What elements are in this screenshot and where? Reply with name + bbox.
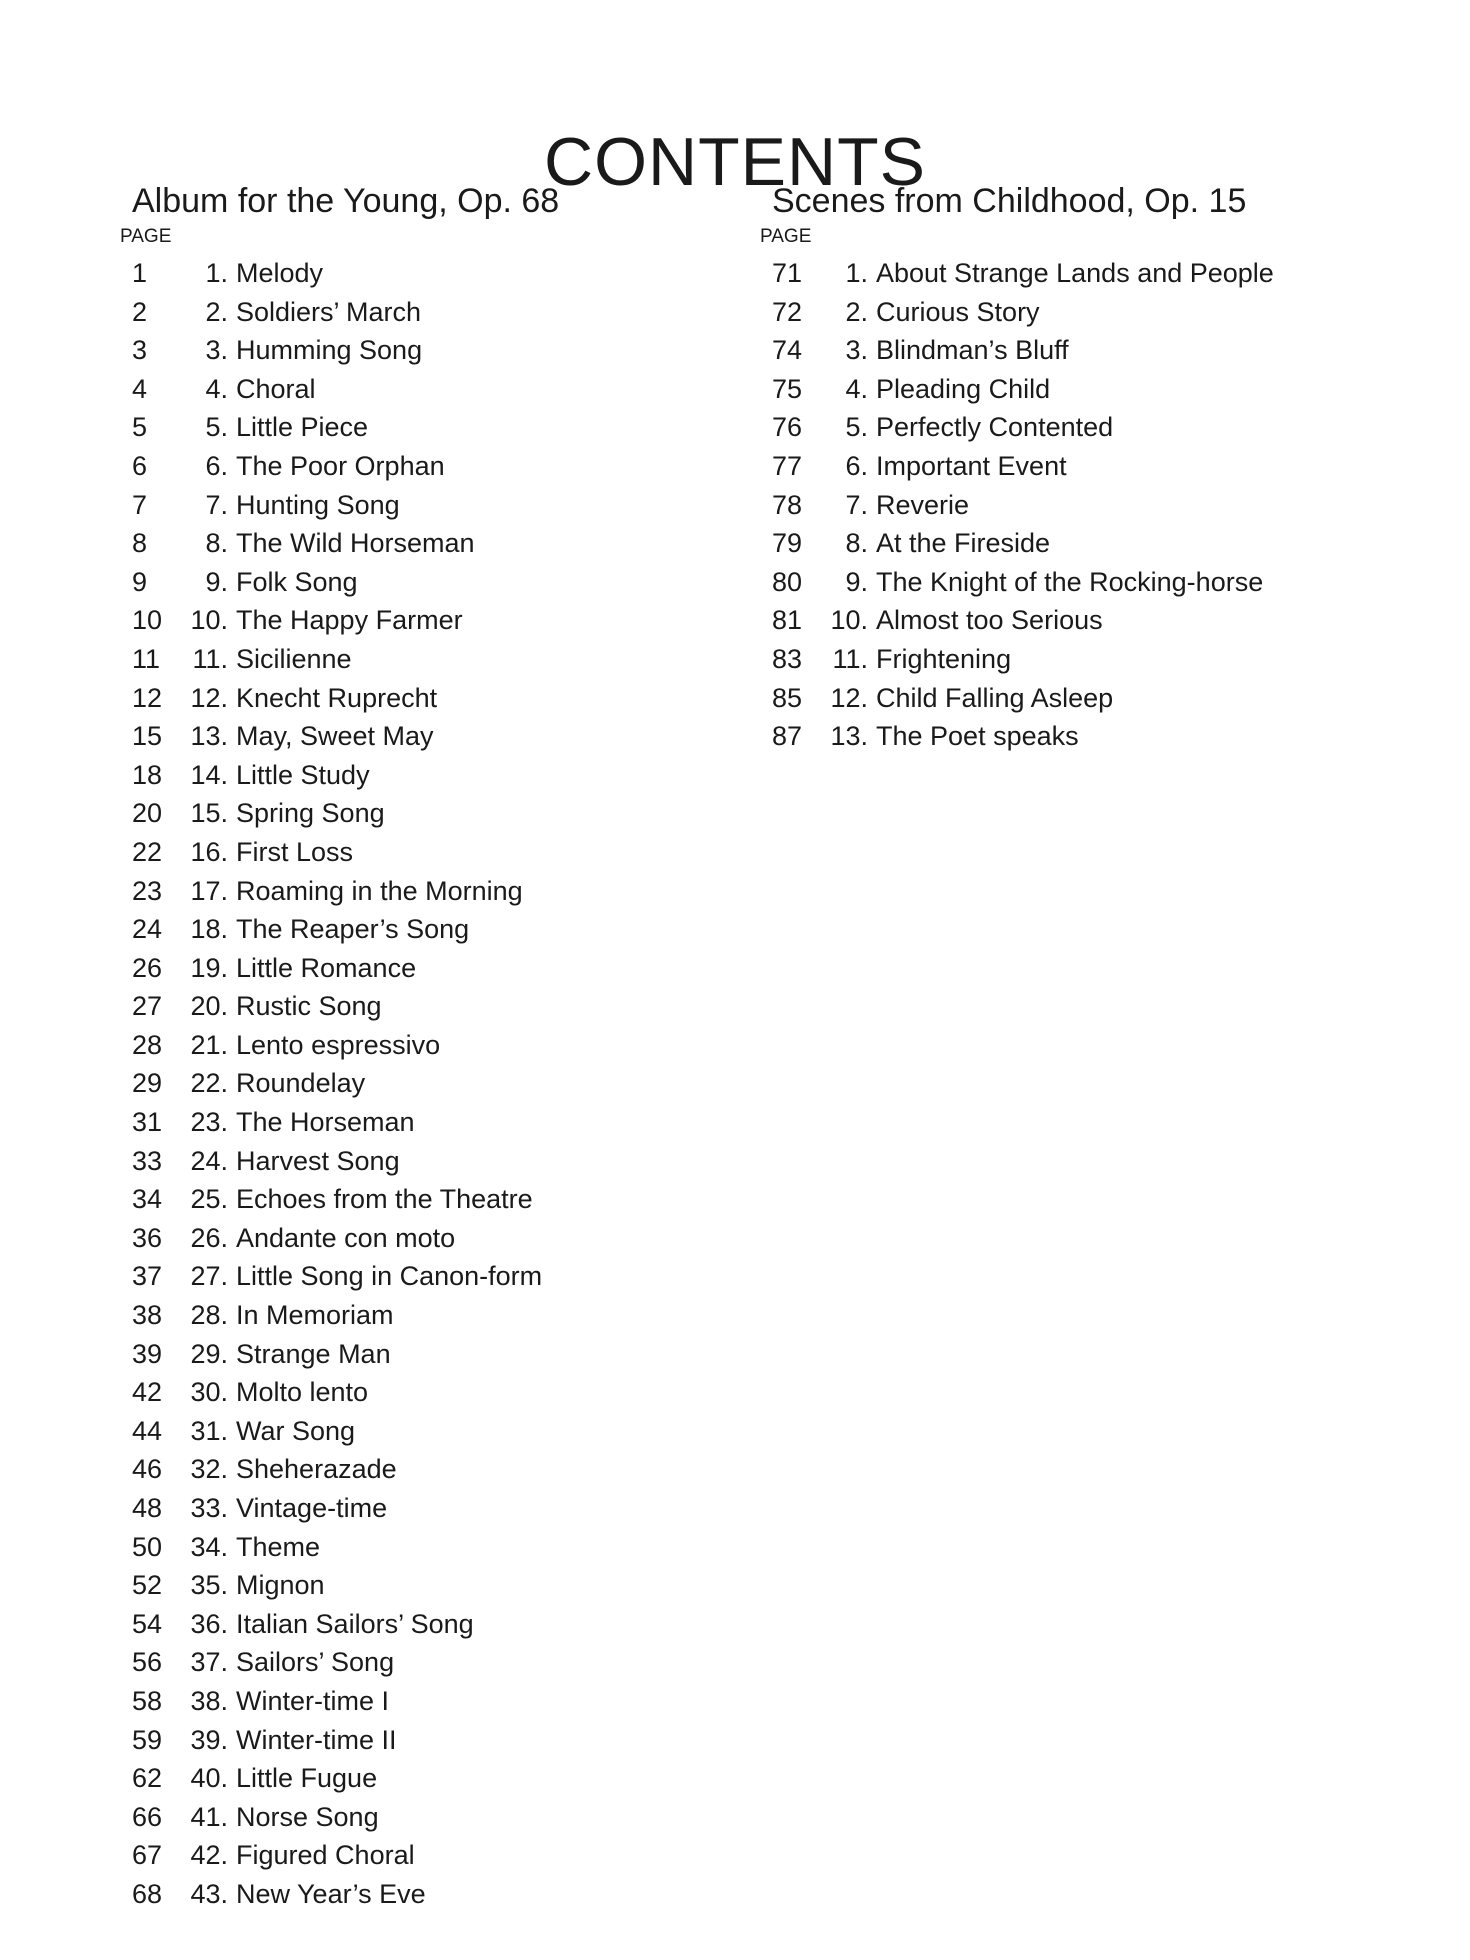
toc-entry [760, 563, 1274, 602]
toc-item-title: Vintage-time [236, 1493, 388, 1523]
toc-item-number: 26. [190, 1222, 228, 1253]
toc-item-title: Little Romance [236, 952, 417, 983]
toc-entry [760, 331, 1274, 370]
toc-page-number: 12 [132, 682, 163, 713]
toc-item-title: The Happy Farmer [236, 605, 463, 636]
toc-entry [120, 640, 559, 679]
toc-item-number: 4. [845, 373, 868, 404]
toc-page-number: 10 [132, 605, 163, 636]
toc-item-title: The Horseman [236, 1107, 415, 1138]
toc-entry [120, 1682, 559, 1721]
toc-entry [120, 910, 559, 949]
toc-item-title: Soldiers’ March [236, 296, 422, 327]
toc-page-number: 62 [132, 1763, 163, 1794]
toc-entry [760, 601, 1274, 640]
toc-page-number: 50 [132, 1531, 163, 1562]
toc-item-number: 9. [205, 566, 228, 597]
toc-entry [760, 717, 1274, 756]
toc-item-title: Little Song in Canon-form [236, 1261, 543, 1292]
toc-item-title: Molto lento [236, 1377, 369, 1408]
toc-entry [120, 679, 559, 718]
toc-item-title: Mignon [236, 1570, 325, 1601]
toc-entry [120, 254, 559, 293]
toc-item-title: Melody [236, 258, 324, 288]
toc-item-number: 3. [205, 335, 228, 366]
toc-item-number: 7. [205, 489, 228, 520]
toc-entry [120, 756, 559, 795]
toc-item-title: Italian Sailors’ Song [236, 1608, 474, 1639]
toc-entry [120, 1450, 559, 1489]
toc-entry [120, 370, 559, 409]
section-heading: Album for the Young, Op. 68 [132, 182, 560, 220]
toc-page-number: 78 [772, 489, 803, 520]
toc-item-number: 23. [190, 1107, 228, 1138]
toc-entry [120, 601, 559, 640]
toc-item-number: 3. [845, 335, 868, 366]
toc-entry [120, 1489, 559, 1528]
toc-entry [760, 640, 1274, 679]
toc-entry [760, 408, 1274, 447]
toc-item-title: Harvest Song [236, 1145, 400, 1176]
toc-item-title: Roundelay [236, 1068, 366, 1099]
toc-item-number: 8. [205, 528, 228, 559]
toc-page-number: 76 [772, 412, 803, 443]
toc-entry [120, 1721, 559, 1760]
toc-item-title: Figured Choral [236, 1840, 415, 1871]
toc-item-title: In Memoriam [236, 1300, 394, 1331]
toc-entry [760, 679, 1274, 718]
toc-entry [760, 524, 1274, 563]
toc-entry [120, 1875, 559, 1914]
toc-item-title: Norse Song [236, 1801, 379, 1832]
toc-item-title: Little Fugue [236, 1763, 378, 1794]
toc-page-number: 15 [132, 721, 163, 752]
toc-entry [120, 1257, 559, 1296]
toc-item-title: New Year’s Eve [236, 1878, 426, 1909]
toc-page-number: 85 [772, 682, 803, 713]
toc-item-number: 35. [190, 1570, 228, 1601]
toc-item-number: 13. [190, 721, 228, 752]
toc-page-number: 2 [132, 296, 148, 327]
toc-item-number: 25. [190, 1184, 228, 1215]
toc-item-number: 13. [830, 721, 868, 752]
toc-item-title: Sailors’ Song [236, 1647, 395, 1678]
toc-item-title: Echoes from the Theatre [236, 1184, 533, 1215]
toc-item-title: Curious Story [876, 296, 1040, 327]
toc-page-number: 39 [132, 1338, 163, 1369]
toc-page-number: 26 [132, 952, 163, 983]
toc-item-number: 1. [845, 258, 868, 288]
toc-page-number: 48 [132, 1493, 163, 1523]
toc-entry [120, 331, 559, 370]
toc-item-number: 33. [190, 1493, 228, 1523]
toc-entry [120, 872, 559, 911]
toc-item-number: 20. [190, 991, 228, 1022]
toc-page-number: 46 [132, 1454, 163, 1485]
toc-item-number: 2. [845, 296, 868, 327]
toc-entry [120, 447, 559, 486]
toc-page-number: 31 [132, 1107, 163, 1138]
toc-page-number: 29 [132, 1068, 163, 1099]
toc-item-title: Sheherazade [236, 1454, 397, 1485]
toc-item-number: 5. [845, 412, 868, 443]
toc-item-title: Important Event [876, 450, 1067, 481]
toc-item-number: 38. [190, 1685, 228, 1716]
toc-entry [120, 1103, 559, 1142]
toc-item-title: Winter-time II [236, 1724, 397, 1755]
toc-page-number: 71 [772, 258, 803, 288]
toc-item-title: Roaming in the Morning [236, 875, 523, 906]
toc-page-number: 44 [132, 1415, 163, 1446]
toc-item-number: 19. [190, 952, 228, 983]
toc-item-number: 29. [190, 1338, 228, 1369]
toc-item-number: 42. [190, 1840, 228, 1871]
toc-entry [120, 1180, 559, 1219]
toc-list [120, 254, 559, 1914]
toc-item-title: Choral [236, 373, 316, 404]
toc-page-number: 74 [772, 335, 803, 366]
toc-page-number: 33 [132, 1145, 163, 1176]
toc-list [760, 254, 1274, 756]
toc-entry [120, 987, 559, 1026]
toc-item-title: May, Sweet May [236, 721, 434, 752]
toc-item-title: Child Falling Asleep [876, 682, 1114, 713]
toc-item-title: Winter-time I [236, 1685, 390, 1716]
toc-item-title: The Wild Horseman [236, 528, 475, 559]
toc-page-number: 72 [772, 296, 803, 327]
toc-page-number: 56 [132, 1647, 163, 1678]
toc-item-title: Perfectly Contented [876, 412, 1114, 443]
toc-item-number: 24. [190, 1145, 228, 1176]
toc-item-title: Andante con moto [236, 1222, 456, 1253]
toc-page-number: 11 [132, 643, 161, 674]
toc-entry [120, 563, 559, 602]
toc-entry [120, 1759, 559, 1798]
toc-item-number: 9. [845, 566, 868, 597]
toc-item-number: 34. [190, 1531, 228, 1562]
toc-page-number: 75 [772, 373, 803, 404]
toc-item-title: War Song [236, 1415, 356, 1446]
toc-item-number: 39. [190, 1724, 228, 1755]
toc-item-title: Hunting Song [236, 489, 400, 520]
toc-item-title: Lento espressivo [236, 1029, 441, 1060]
section-heading: Scenes from Childhood, Op. 15 [772, 182, 1247, 220]
toc-page-number: 8 [132, 528, 148, 559]
toc-entry [120, 1798, 559, 1837]
toc-item-number: 11. [832, 643, 868, 674]
toc-item-number: 12. [190, 682, 228, 713]
toc-page-number: 66 [132, 1801, 163, 1832]
toc-page-number: 79 [772, 528, 803, 559]
toc-entry [120, 833, 559, 872]
toc-item-number: 43. [190, 1878, 228, 1909]
toc-item-number: 6. [845, 450, 868, 481]
toc-entry [760, 293, 1274, 332]
toc-item-number: 36. [190, 1608, 228, 1639]
toc-entry [760, 370, 1274, 409]
toc-item-number: 15. [190, 798, 228, 829]
toc-item-number: 30. [190, 1377, 228, 1408]
toc-entry [120, 408, 559, 447]
toc-page-number: 9 [132, 566, 148, 597]
toc-entry [120, 1296, 559, 1335]
toc-page-number: 28 [132, 1029, 163, 1060]
toc-item-title: Folk Song [236, 566, 358, 597]
toc-page-number: 5 [132, 412, 148, 443]
toc-item-title: Knecht Ruprecht [236, 682, 438, 713]
toc-entry [120, 794, 559, 833]
page-title: CONTENTS [544, 123, 926, 200]
toc-page-number: 80 [772, 566, 803, 597]
toc-item-number: 21. [190, 1029, 228, 1060]
toc-entry [120, 293, 559, 332]
toc-item-title: The Knight of the Rocking-horse [876, 566, 1264, 597]
toc-item-number: 10. [190, 605, 228, 636]
toc-entry [760, 447, 1274, 486]
toc-entry [120, 1142, 559, 1181]
toc-entry [120, 1836, 559, 1875]
toc-item-title: Little Study [236, 759, 370, 790]
toc-item-title: First Loss [236, 836, 354, 867]
toc-item-title: Frightening [876, 643, 1012, 674]
toc-section-scenes-from-childhood [760, 180, 1274, 756]
toc-section-album-for-the-young [120, 180, 559, 1914]
toc-page-number: 58 [132, 1685, 163, 1716]
toc-item-title: Almost too Serious [876, 605, 1103, 636]
toc-page-number: 52 [132, 1570, 163, 1601]
toc-item-title: Pleading Child [876, 373, 1051, 404]
toc-item-title: The Poor Orphan [236, 450, 445, 481]
toc-page-number: 20 [132, 798, 163, 829]
toc-entry [120, 486, 559, 525]
toc-item-number: 40. [190, 1763, 228, 1794]
toc-item-number: 1. [205, 258, 228, 288]
toc-page-number: 1 [132, 258, 148, 288]
toc-entry [120, 524, 559, 563]
toc-item-number: 7. [845, 489, 868, 520]
toc-entry [120, 1566, 559, 1605]
toc-item-number: 31. [190, 1415, 228, 1446]
toc-entry [760, 486, 1274, 525]
toc-item-title: Reverie [876, 489, 970, 520]
toc-item-title: Strange Man [236, 1338, 391, 1369]
toc-page-number: 37 [132, 1261, 163, 1292]
toc-item-number: 4. [205, 373, 228, 404]
toc-entry [120, 949, 559, 988]
toc-entry [120, 1528, 559, 1567]
toc-item-title: Little Piece [236, 412, 369, 443]
toc-entry [120, 1064, 559, 1103]
toc-entry [120, 1412, 559, 1451]
toc-item-title: Blindman’s Bluff [876, 335, 1069, 366]
toc-page-number: 27 [132, 991, 163, 1022]
page-column-label: PAGE [120, 226, 172, 247]
toc-page-number: 34 [132, 1184, 163, 1215]
toc-entry [120, 717, 559, 756]
toc-item-number: 8. [845, 528, 868, 559]
toc-page-number: 7 [132, 489, 148, 520]
toc-item-number: 41. [190, 1801, 228, 1832]
toc-item-number: 18. [190, 914, 228, 945]
toc-page-number: 87 [772, 721, 803, 752]
toc-item-title: About Strange Lands and People [876, 258, 1274, 288]
toc-item-number: 27. [190, 1261, 228, 1292]
toc-item-title: At the Fireside [876, 528, 1051, 559]
toc-page-number: 54 [132, 1608, 163, 1639]
toc-page-number: 3 [132, 335, 148, 366]
toc-page-number: 23 [132, 875, 163, 906]
toc-page-number: 6 [132, 450, 148, 481]
toc-item-title: Theme [236, 1531, 321, 1562]
toc-page-number: 4 [132, 373, 148, 404]
toc-entry [120, 1219, 559, 1258]
toc-page-number: 81 [772, 605, 803, 636]
toc-page-number: 83 [772, 643, 803, 674]
toc-item-number: 22. [190, 1068, 228, 1099]
toc-item-title: The Poet speaks [876, 721, 1079, 752]
toc-item-title: Humming Song [236, 335, 423, 366]
toc-item-title: Spring Song [236, 798, 385, 829]
toc-page-number: 42 [132, 1377, 163, 1408]
toc-page-number: 77 [772, 450, 803, 481]
toc-item-number: 37. [190, 1647, 228, 1678]
toc-item-title: The Reaper’s Song [236, 914, 470, 945]
toc-page-number: 38 [132, 1300, 163, 1331]
page-column-label: PAGE [760, 226, 812, 247]
toc-item-number: 5. [205, 412, 228, 443]
toc-item-number: 11. [192, 643, 228, 674]
toc-item-number: 16. [190, 836, 228, 867]
toc-item-title: Sicilienne [236, 643, 352, 674]
toc-page-number: 67 [132, 1840, 163, 1871]
toc-page-number: 59 [132, 1724, 163, 1755]
toc-item-number: 6. [205, 450, 228, 481]
toc-item-number: 17. [190, 875, 228, 906]
toc-item-number: 2. [205, 296, 228, 327]
toc-page-number: 22 [132, 836, 163, 867]
toc-item-title: Rustic Song [236, 991, 382, 1022]
toc-page-number: 18 [132, 759, 163, 790]
toc-entry [120, 1605, 559, 1644]
toc-entry [120, 1643, 559, 1682]
toc-entry [120, 1026, 559, 1065]
toc-entry [120, 1373, 559, 1412]
toc-entry [120, 1335, 559, 1374]
toc-page-number: 68 [132, 1878, 163, 1909]
toc-entry [760, 254, 1274, 293]
toc-item-number: 12. [830, 682, 868, 713]
toc-page-number: 36 [132, 1222, 163, 1253]
toc-item-number: 28. [190, 1300, 228, 1331]
toc-item-number: 32. [190, 1454, 228, 1485]
toc-item-number: 14. [190, 759, 228, 790]
toc-item-number: 10. [830, 605, 868, 636]
toc-page-number: 24 [132, 914, 163, 945]
